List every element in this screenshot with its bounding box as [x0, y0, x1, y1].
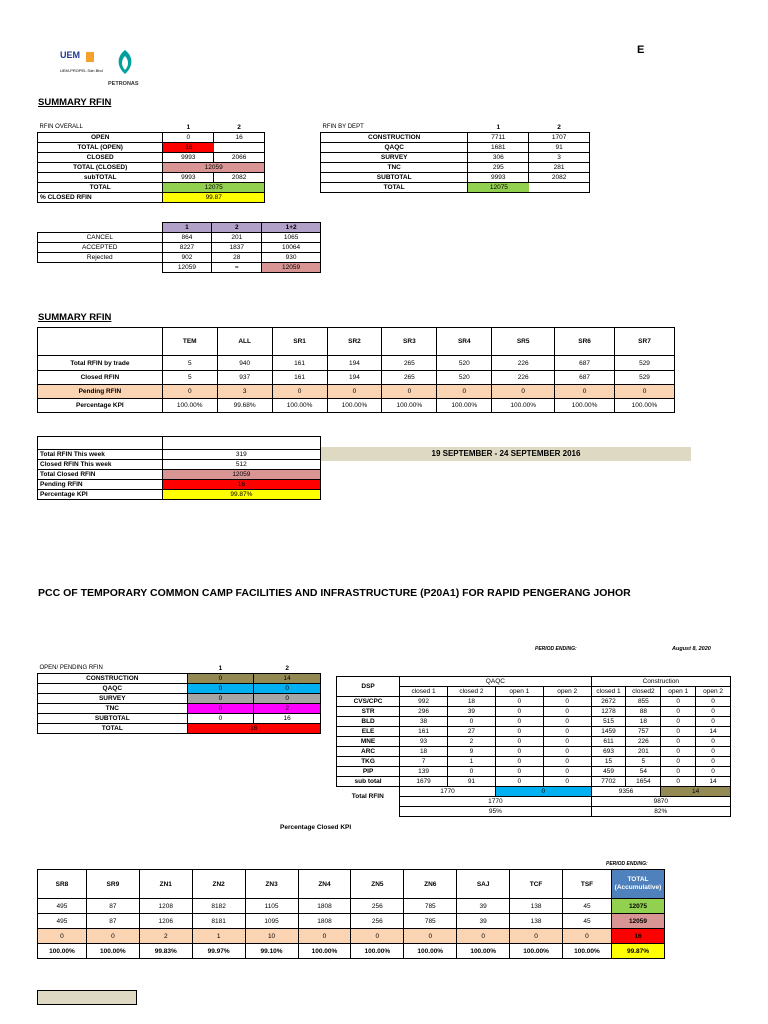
page-title: PCC OF TEMPORARY COMMON CAMP FACILITIES AND INFRASTRUCTURE (P20A1) FOR RAPID PENGERANG JOHOR — [38, 587, 631, 599]
section1-title: SUMMARY RFIN — [38, 97, 112, 108]
table-row: 0 0 2 1 10 0 0 0 0 0 0 16 — [38, 929, 665, 944]
table-row: CANCEL 864 201 1065 — [38, 233, 321, 243]
table-row: Total RFIN by trade 5 940 161 194 265 520 226 687 529 — [38, 356, 675, 371]
uem-logo-subtext: UEM-PROPEL Sdn Bhd — [60, 68, 103, 73]
period-ending-label: PERIOD ENDING: — [535, 646, 577, 652]
table-row: TOTAL (CLOSED) 12059 — [38, 163, 265, 173]
table-row: Total RFIN This week 319 — [38, 450, 321, 460]
rfin-by-dept-table: RFIN BY DEPT 1 2 CONSTRUCTION 7711 1707 QAQC 1681 91 SURVEY 306 3 TNC 295 281 SUBTOTAL 9993 2082 TOTAL 12075 — [320, 123, 590, 193]
table-row: 12059 = 12059 — [38, 263, 321, 273]
date-range-banner: 19 SEPTEMBER - 24 SEPTEMBER 2016 — [321, 447, 691, 461]
table-row: Rejected 902 28 930 — [38, 253, 321, 263]
table-row: SUBTOTAL 9993 2082 — [321, 173, 590, 183]
table-row: Percentage KPI 99.87% — [38, 490, 321, 500]
percent-closed-value: 99.87 — [163, 193, 265, 203]
table-row: PIP 139 0 0 0 459 54 0 0 — [337, 767, 731, 777]
table-row: Closed RFIN This week 512 — [38, 460, 321, 470]
table-row: CONSTRUCTION 0 14 — [38, 674, 321, 684]
table-row: 495 87 1208 8182 1105 1808 256 785 39 138 45 12075 — [38, 899, 665, 914]
table-row: CLOSED 9993 2066 — [38, 153, 265, 163]
dsp-total-row: 1770 9870 — [337, 797, 731, 807]
total-open-value: 16 — [163, 143, 214, 152]
table-row: sub total 1679 91 0 0 7702 1654 0 14 — [337, 777, 731, 787]
total-accumulative-header: TOTAL (Accumulative) — [614, 876, 662, 891]
table-row: OPEN 0 16 — [38, 133, 265, 143]
table-row: STR 296 39 0 0 1278 88 0 0 — [337, 707, 731, 717]
weekly-summary-table — [37, 436, 321, 500]
footer-bar — [37, 990, 137, 1005]
table-row: ARC 18 9 0 0 693 201 0 0 — [337, 747, 731, 757]
zone-header-row: SR8 SR9 ZN1 ZN2 ZN3 ZN4 ZN5 ZN6 SAJ TCF TSF TOTAL (Accumulative) — [38, 870, 665, 899]
petronas-logo — [108, 48, 139, 87]
table-row: QAQC 0 0 — [38, 684, 321, 694]
dept-total-value: 12075 — [468, 183, 529, 192]
dsp-kpi-row: 95% 82% — [337, 807, 731, 817]
table-row: ACCEPTED 8227 1837 10064 — [38, 243, 321, 253]
total-closed-value: 12059 — [163, 163, 265, 173]
table-row: TOTAL 12075 — [38, 183, 265, 193]
uem-logo — [60, 50, 103, 73]
table-row: CVS/CPC 992 18 0 0 2672 855 0 0 — [337, 697, 731, 707]
table-row: TKG 7 1 0 0 15 5 0 0 — [337, 757, 731, 767]
table-row: % CLOSED RFIN 99.87 — [38, 193, 265, 203]
page-letter: E — [637, 44, 645, 56]
table-row: SURVEY 306 3 — [321, 153, 590, 163]
rfin-overall-table — [37, 123, 265, 203]
trade-summary-table — [37, 327, 675, 413]
table-row: TNC 0 2 — [38, 704, 321, 714]
dsp-total-row: Total RFIN 1770 0 9356 14 — [337, 787, 731, 797]
table-row: ELE 161 27 0 0 1459 757 0 14 — [337, 727, 731, 737]
rfin-by-dept-label: RFIN BY DEPT — [322, 124, 364, 130]
table-row: TOTAL (OPEN) 16 — [38, 143, 265, 153]
uem-logo-mark — [86, 52, 94, 62]
table-row: Percentage KPI 100.00% 99.68% 100.00% 100.00% 100.00% 100.00% 100.00% 100.00% 100.00% — [38, 399, 675, 413]
table-row: MNE 93 2 0 0 611 226 0 0 — [337, 737, 731, 747]
table-row: QAQC 1681 91 — [321, 143, 590, 153]
table-row: TOTAL 16 — [38, 724, 321, 734]
table-row: SURVEY 0 0 — [38, 694, 321, 704]
table-row: Pending RFIN 16 — [38, 480, 321, 490]
table-row: subTOTAL 9993 2082 — [38, 173, 265, 183]
table-row: CONSTRUCTION 7711 1707 — [321, 133, 590, 143]
bottom-period-label: PERIOD ENDING: — [606, 861, 648, 867]
rfin-status-table: 1 2 1+2 CANCEL 864 201 1065 ACCEPTED 8227 1837 10064 Rejected 902 28 930 12059 = 12059 — [37, 222, 321, 273]
table-row: TOTAL 12075 — [321, 183, 590, 193]
petronas-logo-text: PETRONAS — [108, 81, 139, 87]
period-ending-date: August 8, 2020 — [672, 646, 711, 652]
col-header: 2 — [237, 124, 241, 131]
open-pending-table: OPEN/ PENDING RFIN 1 2 CONSTRUCTION 0 14 QAQC 0 0 SURVEY 0 0 TNC 0 2 SUBTOTAL 0 16 TOTAL 16 — [37, 664, 321, 734]
table-row: SUBTOTAL 0 16 — [38, 714, 321, 724]
col-header: 1 — [186, 124, 191, 131]
total-value: 12075 — [163, 183, 265, 193]
zone-summary-table — [37, 869, 665, 959]
table-row: Pending RFIN 0 3 0 0 0 0 0 0 0 — [38, 385, 675, 399]
dsp-header: DSP — [361, 683, 375, 690]
table-row: Closed RFIN 5 937 161 194 265 520 226 687 529 — [38, 371, 675, 385]
dsp-table: DSP QAQC Construction closed 1 closed 2 open 1 open 2 closed 1 closed2 open 1 open 2 CVS/CPC 992 18 0 0 2672 855 0 0 STR 296 39 0 0 1278 88 0 0 BLD 38 0 0 0 515 18 0 0 ELE 161 27 0 0 1459 757 0 14 MNE 93 2 0 0 611 226 0 0 ARC 18 9 0 0 693 201 0 0 TKG 7 1 0 0 15 5 0 0 PIP 139 0 0 0 459 54 0 0 sub total 1679 91 0 0 7702 1654 0 14 Total RFIN 1770 0 9356 14 1770 9870 95% 82% — [336, 676, 731, 817]
table-row: 495 87 1206 8181 1095 1808 256 785 39 138 45 12059 — [38, 914, 665, 929]
kpi-label: Percentage Closed KPI — [280, 824, 352, 831]
table-row: TNC 295 281 — [321, 163, 590, 173]
trade-header-row: TEM ALL SR1 SR2 SR3 SR4 SR5 SR6 SR7 — [38, 328, 675, 356]
rfin-overall-label: RFIN OVERALL — [39, 124, 83, 130]
table-row: BLD 38 0 0 0 515 18 0 0 — [337, 717, 731, 727]
petronas-emblem-icon — [112, 48, 138, 76]
table-row: Total Closed RFIN 12059 — [38, 470, 321, 480]
table-row: 100.00% 100.00% 99.83% 99.97% 99.10% 100.00% 100.00% 100.00% 100.00% 100.00% 100.00% 99.87% — [38, 944, 665, 959]
section2-title: SUMMARY RFIN — [38, 312, 112, 323]
uem-logo-text: UEM — [60, 50, 80, 60]
